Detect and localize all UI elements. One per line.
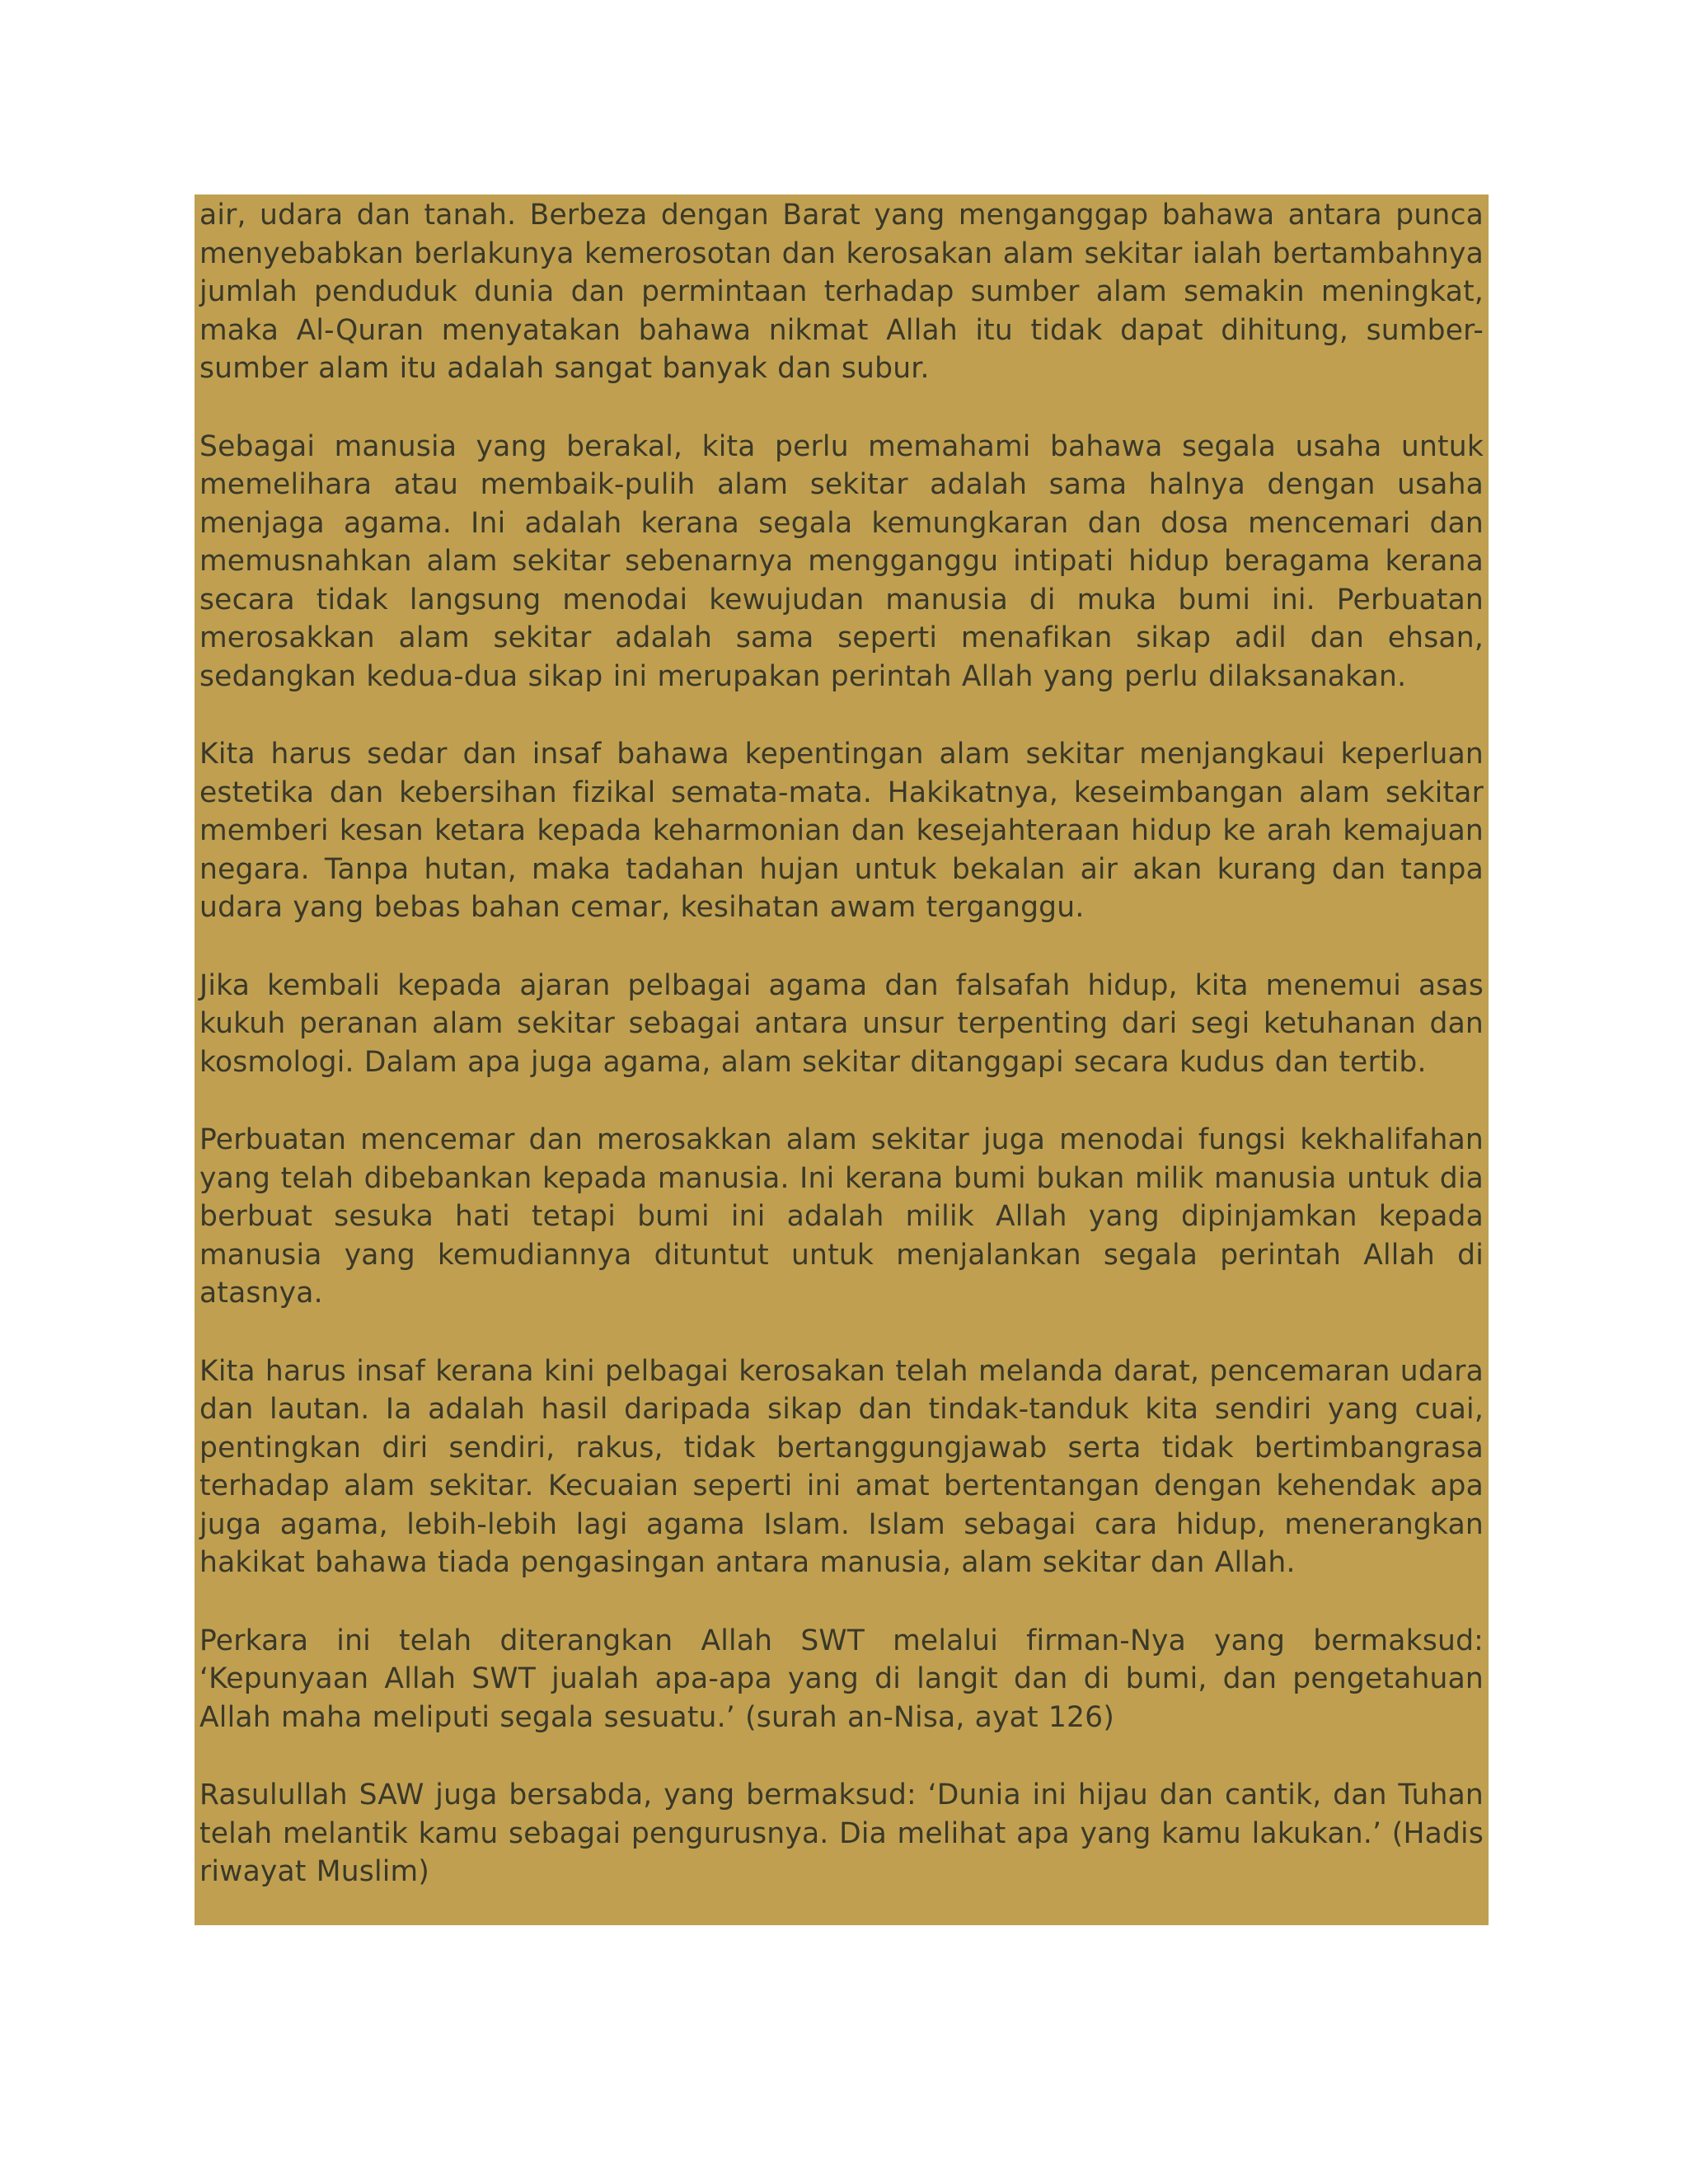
paragraph-3: Kita harus sedar dan insaf bahawa kepentingan alam sekitar menjangkaui keperluan estetika dan kebersihan fizikal semata-mata. Hakikatnya, keseimbangan alam sekitar memberi kesan ketara kepada keharmonian dan kesejahteraan hidup ke arah kemajuan negara. Tanpa hutan, maka tadahan hujan untuk bekalan air akan kurang dan tanpa udara yang bebas bahan cemar, kesihatan awam terganggu. — [199, 738, 1484, 924]
paragraph-2: Sebagai manusia yang berakal, kita perlu memahami bahawa segala usaha untuk memelihara atau membaik-pulih alam sekitar adalah sama halnya dengan usaha menjaga agama. Ini adalah kerana segala kemungkaran dan dosa mencemari dan memusnahkan alam sekitar sebenarnya mengganggu intipati hidup beragama kerana secara tidak langsung menodai kewujudan manusia di muka bumi ini. Perbuatan merosakkan alam sekitar adalah sama seperti menafikan sikap adil dan ehsan, sedangkan kedua-dua sikap ini merupakan perintah Allah yang perlu dilaksanakan. — [199, 429, 1484, 693]
paragraph-1: air, udara dan tanah. Berbeza dengan Barat yang menganggap bahawa antara punca menyebabkan berlakunya kemerosotan dan kerosakan alam sekitar ialah bertambahnya jumlah penduduk dunia dan permintaan terhadap sumber alam semakin meningkat, maka Al-Quran menyatakan bahawa nikmat Allah itu tidak dapat dihitung, sumber-sumber alam itu adalah sangat banyak dan subur. — [199, 199, 1484, 385]
paragraph-4: Jika kembali kepada ajaran pelbagai agama dan falsafah hidup, kita menemui asas kukuh peranan alam sekitar sebagai antara unsur terpenting dari segi ketuhanan dan kosmologi. Dalam apa juga agama, alam sekitar ditanggapi secara kudus dan tertib. — [199, 968, 1484, 1079]
highlighted-text-block — [195, 194, 1489, 1925]
paragraph-6: Kita harus insaf kerana kini pelbagai kerosakan telah melanda darat, pencemaran udara dan lautan. Ia adalah hasil daripada sikap dan tindak-tanduk kita sendiri yang cuai, pentingkan diri sendiri, rakus, tidak bertanggungjawab serta tidak bertimbangrasa terhadap alam sekitar. Kecuaian seperti ini amat bertentangan dengan kehendak apa juga agama, lebih-lebih lagi agama Islam. Islam sebagai cara hidup, menerangkan hakikat bahawa tiada pengasingan antara manusia, alam sekitar dan Allah. — [199, 1354, 1484, 1579]
paragraph-8: Rasulullah SAW juga bersabda, yang bermaksud: ‘Dunia ini hijau dan cantik, dan Tuhan telah melantik kamu sebagai pengurusnya. Dia melihat apa yang kamu lakukan.’ (Hadis riwayat Muslim) — [199, 1779, 1484, 1888]
paragraph-5: Perbuatan mencemar dan merosakkan alam sekitar juga menodai fungsi kekhalifahan yang telah dibebankan kepada manusia. Ini kerana bumi bukan milik manusia untuk dia berbuat sesuka hati tetapi bumi ini adalah milik Allah yang dipinjamkan kepada manusia yang kemudiannya dituntut untuk menjalankan segala perintah Allah di atasnya. — [199, 1123, 1484, 1310]
paragraph-7: Perkara ini telah diterangkan Allah SWT melalui firman-Nya yang bermaksud: ‘Kepunyaan Allah SWT jualah apa-apa yang di langit dan di bumi, dan pengetahuan Allah maha meliputi segala sesuatu.’ (surah an-Nisa, ayat 126) — [199, 1624, 1484, 1734]
